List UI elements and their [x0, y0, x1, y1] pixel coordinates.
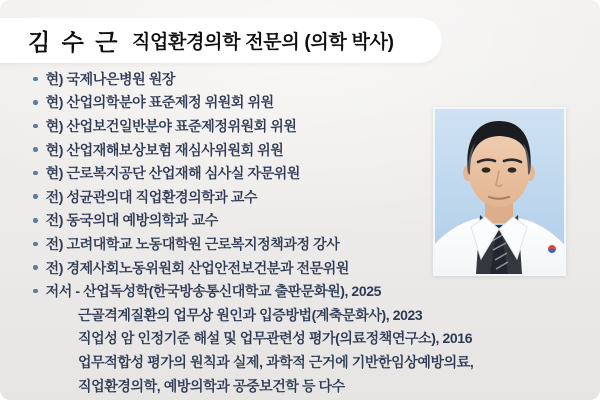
bullet-icon	[33, 100, 38, 105]
publication-line	[33, 374, 473, 398]
publication-line	[33, 303, 473, 327]
publication-text: 업무적합성 평가의 원칙과 실제, 과학적 근거에 기반한임상예방의료,	[78, 353, 474, 370]
bullet-icon	[33, 242, 38, 247]
publication-text: 직업성 암 인정기준 해설 및 업무관련성 평가(의료정책연구소), 2016	[78, 330, 473, 347]
list-item-text: 현) 산업재해보상보험 재심사위원회 위원	[45, 141, 284, 158]
list-item-text: 전) 성균관의대 직업환경의학과 교수	[45, 188, 258, 205]
list-item-text: 현) 산업보건일반분야 표준제정위원회 위원	[45, 117, 297, 134]
list-item	[33, 138, 473, 162]
list-item	[33, 161, 473, 185]
list-item	[33, 185, 473, 209]
list-item	[33, 256, 473, 280]
portrait-photo	[433, 107, 566, 276]
list-item	[33, 91, 473, 115]
person-role: 직업환경의학 전문의 (의학 박사)	[131, 32, 394, 53]
list-item-text: 전) 경제사회노동위원회 산업안전보건분과 전문위원	[45, 259, 350, 276]
list-item	[33, 232, 473, 256]
publication-text: 근골격계질환의 업무상 원인과 입증방법(계축문화사), 2023	[78, 306, 423, 323]
bullet-icon	[33, 124, 38, 129]
publication-line	[33, 350, 473, 374]
list-item	[33, 209, 473, 233]
bullet-icon	[33, 289, 38, 294]
publication-text: 직업환경의학, 예방의학과 공중보건학 등 다수	[78, 377, 345, 394]
bullet-icon	[33, 265, 38, 270]
credentials-list	[33, 67, 473, 397]
list-item-text: 전) 동국의대 예방의학과 교수	[45, 212, 218, 229]
coat-logo	[548, 245, 556, 253]
list-item	[33, 114, 473, 138]
bullet-icon	[33, 147, 38, 152]
publication-line	[33, 327, 473, 351]
list-item	[33, 67, 473, 91]
bullet-icon	[33, 77, 38, 82]
list-item-text: 현) 근로복지공단 산업재해 심사실 자문위원	[45, 165, 301, 182]
bullet-icon	[33, 194, 38, 199]
list-item-publications	[33, 279, 473, 303]
bullet-icon	[33, 171, 38, 176]
list-item-text: 현) 국제나은병원 원장	[45, 70, 175, 87]
bullet-icon	[33, 218, 38, 223]
person-name: 김 수 근	[28, 29, 120, 55]
list-item-text: 저서 - 산업독성학(한국방송통신대학교 출판문화원), 2025	[45, 283, 381, 300]
title-bar	[0, 18, 442, 63]
portrait-illustration	[435, 109, 564, 274]
list-item-text: 현) 산업의학분야 표준제정 위원회 위원	[45, 94, 274, 111]
list-item-text: 전) 고려대학교 노동대학원 근로복지정책과정 강사	[45, 235, 340, 252]
